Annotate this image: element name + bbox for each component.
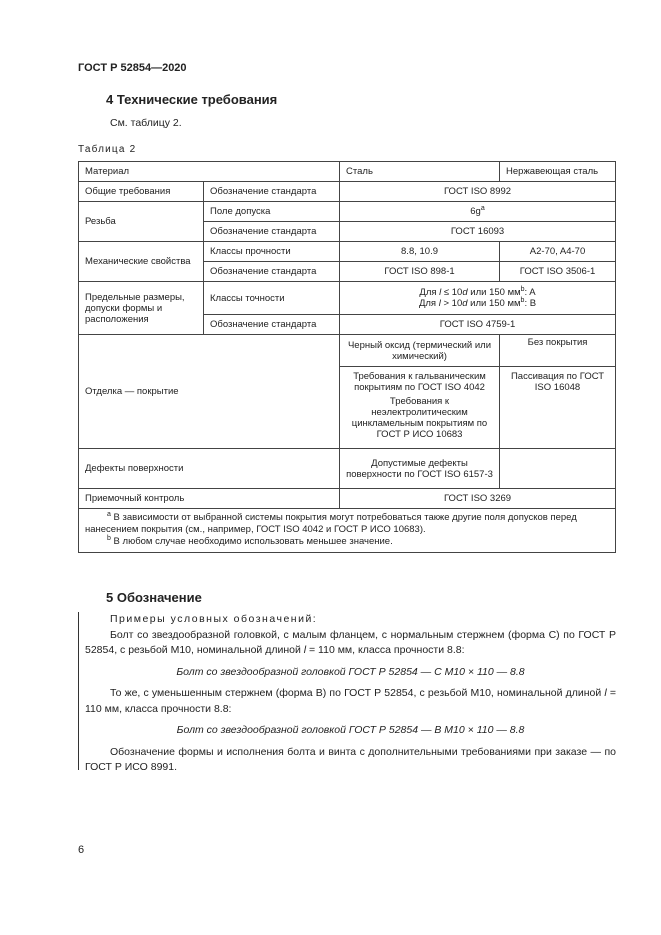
table-notes-row xyxy=(79,509,616,553)
accuracy-line-a: Для l ≤ 10d или 150 $мм^b$: A xyxy=(419,285,536,298)
row-label-thread: Резьба xyxy=(79,202,204,242)
section-5-title: 5 Обозначение xyxy=(106,590,202,605)
cell-value: $6g^a$ xyxy=(340,202,616,222)
row-label-acceptance: Приемочный контроль xyxy=(79,489,340,509)
example-paragraph-1: Болт со звездообразной головкой, с малым фланцем, с нормальным стержнем (форма С) по ГОСТ Р 52854, с резьбой М10, номинальной длиной l = 110 мм, класса прочности 8.8: xyxy=(85,628,616,656)
header-material: Материал xyxy=(79,162,340,182)
table-row xyxy=(79,202,616,222)
cell-value: ГОСТ ISO 3506-1 xyxy=(500,262,616,282)
sub-label: Обозначение стандарта xyxy=(204,315,340,335)
cell-value: Допустимые дефекты поверхности по ГОСТ ISO 6157-3 xyxy=(340,449,500,489)
sub-label: Обозначение стандарта xyxy=(204,182,340,202)
cell-value: ГОСТ ISO 898-1 xyxy=(340,262,500,282)
cell-value: 8.8, 10.9 xyxy=(340,242,500,262)
row-label-limits: Предельные размеры, допуски формы и расположения xyxy=(79,282,204,335)
cell-value: ГОСТ ISO 8992 xyxy=(340,182,616,202)
accuracy-line-b: Для l > 10d или 150 $мм^b$: B xyxy=(418,296,537,309)
designation-example-1: Болт со звездообразной головкой ГОСТ Р 52854 — С М10 × 110 — 8.8 xyxy=(176,665,525,678)
table-header-row xyxy=(79,162,616,182)
cell-value xyxy=(500,449,616,489)
table-row xyxy=(79,489,616,509)
sub-label: Обозначение стандарта xyxy=(204,222,340,242)
cell-value: ГОСТ 16093 xyxy=(340,222,616,242)
row-label-mechanical: Механические свойства xyxy=(79,242,204,282)
section-4-title: 4 Технические требования xyxy=(106,92,278,107)
specifications-table xyxy=(78,161,616,553)
header-steel: Сталь xyxy=(340,162,500,182)
sub-label: Обозначение стандарта xyxy=(204,262,340,282)
standard-header: ГОСТ Р 52854—2020 xyxy=(78,62,187,74)
table-notes xyxy=(79,509,616,553)
row-label-general: Общие требования xyxy=(79,182,204,202)
table-row xyxy=(79,182,616,202)
sub-label: Поле допуска xyxy=(204,202,340,222)
cell-value: Черный оксид (термический или химический) xyxy=(340,335,500,367)
cell-value: ГОСТ ISO 4759-1 xyxy=(340,315,616,335)
table-row xyxy=(79,335,616,367)
cell-value: Без покрытия xyxy=(500,335,616,367)
section-5-body xyxy=(78,612,616,773)
cell-value: Требования к гальваническим покрытиям по ГОСТ ISO 4042 Требования к неэлектролитическим цинкламельным покрытиям по ГОСТ Р ИСО 10683 xyxy=(340,367,500,449)
designation-example-2: Болт со звездообразной головкой ГОСТ Р 52854 — В М10 × 110 — 8.8 xyxy=(176,724,525,736)
sub-label: Классы прочности xyxy=(204,242,340,262)
page-number: 6 xyxy=(78,844,85,856)
table-row xyxy=(79,449,616,489)
section-4-intro: См. таблицу 2. xyxy=(110,117,182,129)
footnote-a: $^a$ В зависимости от выбранной системы покрытия могут потребоваться также другие поля допусков перед нанесением покрытия (см., например, ГОСТ ISO 4042 и ГОСТ Р ИСО 10683). xyxy=(85,510,577,535)
cell-value xyxy=(340,282,616,315)
footnote-mark-a: a xyxy=(480,204,485,212)
cell-value: Пассивация по ГОСТ ISO 16048 xyxy=(500,367,616,449)
sub-label: Классы точности xyxy=(204,282,340,315)
examples-heading: Примеры условных обозначений: xyxy=(110,613,318,625)
table-row xyxy=(79,282,616,315)
footnote-b: $^b$ В любом случае необходимо использовать меньшее значение. xyxy=(107,534,393,547)
header-stainless: Нержавеющая сталь xyxy=(500,162,616,182)
example-paragraph-2: То же, с уменьшенным стержнем (форма В) по ГОСТ Р 52854, с резьбой М10, номинальной длиной l = 110 мм, класса прочности 8.8: xyxy=(85,687,616,715)
cell-value: A2-70, A4-70 xyxy=(500,242,616,262)
row-label-finish: Отделка — покрытие xyxy=(79,335,340,449)
table-row xyxy=(79,242,616,262)
ordering-note: Обозначение формы и исполнения болта и винта с дополнительными требованиями при заказе — по ГОСТ Р ИСО 8991. xyxy=(85,745,616,773)
row-label-defects: Дефекты поверхности xyxy=(79,449,340,489)
cell-value: ГОСТ ISO 3269 xyxy=(340,489,616,509)
table-caption: Таблица 2 xyxy=(78,144,137,155)
